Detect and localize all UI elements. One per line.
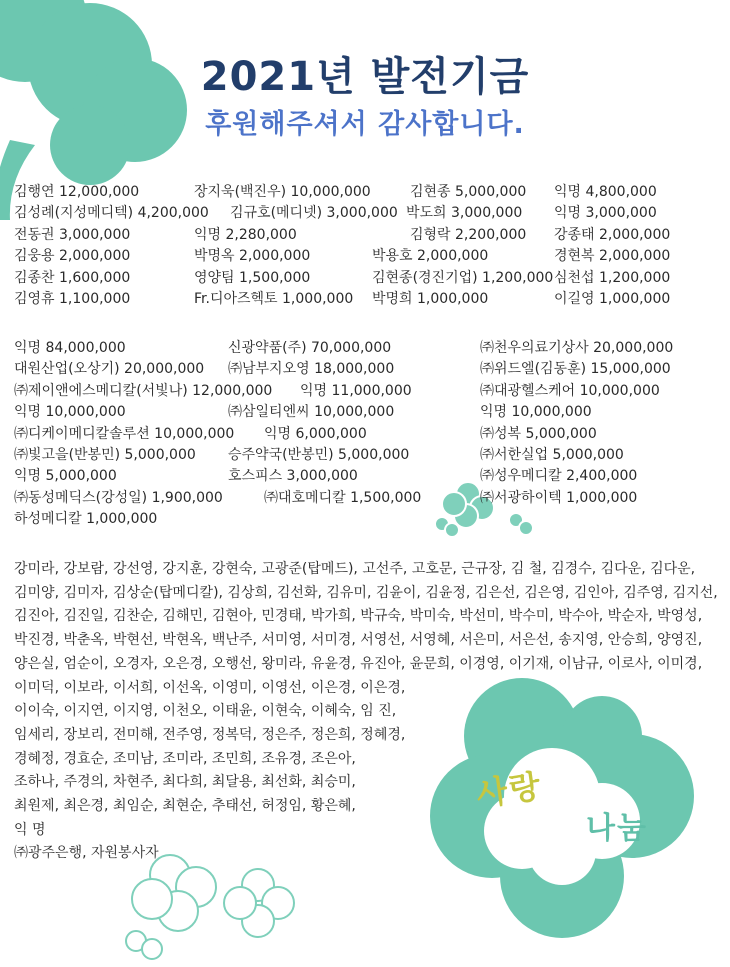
donor-entry: 김행연 12,000,000 bbox=[14, 184, 140, 200]
donor-entry: ㈜대호메디칼 1,500,000 bbox=[264, 489, 422, 506]
donor-entry: 박명옥 2,000,000 bbox=[194, 248, 311, 265]
donor-entry: 익명 6,000,000 bbox=[264, 425, 367, 442]
donor-entry: 익명 10,000,000 bbox=[480, 404, 592, 421]
logo-share-text: 나눔 bbox=[586, 811, 648, 846]
donor-entry: 익명 5,000,000 bbox=[14, 468, 117, 485]
name-line: ㈜광주은행, 자원봉사자 bbox=[14, 845, 159, 862]
name-line: 박진경, 박춘옥, 박현선, 박현옥, 백난주, 서미영, 서미경, 서영선, 서영혜, 서은미, 서은선, 송지영, 안승희, 양영진, bbox=[14, 632, 703, 649]
donor-entry: 호스피스 3,000,000 bbox=[228, 468, 358, 485]
donor-entry: 익명 11,000,000 bbox=[300, 382, 412, 399]
page-title: 2021년 발전기금 bbox=[200, 54, 530, 100]
donor-entry: ㈜대광헬스케어 10,000,000 bbox=[480, 382, 660, 399]
donor-entry: ㈜성우메디칼 2,400,000 bbox=[480, 468, 638, 485]
donor-entry: 장지욱(백진우) 10,000,000 bbox=[194, 184, 371, 200]
logo-love-text: 사랑 bbox=[473, 766, 545, 814]
donor-entry: ㈜디케이메디칼솔루션 10,000,000 bbox=[14, 425, 235, 442]
donor-entry: 심천섭 1,200,000 bbox=[554, 269, 671, 286]
donor-entry: 김현종(경진기업) 1,200,000 bbox=[372, 269, 554, 286]
page-subtitle: 후원해주셔서 감사합니다. bbox=[205, 109, 525, 140]
name-line: 임세리, 장보리, 전미해, 전주영, 정복덕, 정은주, 정은희, 정혜경, bbox=[14, 726, 406, 743]
donor-entry: 김규호(메디넷) 3,000,000 bbox=[230, 205, 398, 222]
name-line: 익 명 bbox=[14, 821, 46, 838]
donor-entry: 신광약품(주) 70,000,000 bbox=[228, 340, 392, 356]
donor-entry: 경현복 2,000,000 bbox=[554, 248, 671, 265]
donor-entry: 익명 3,000,000 bbox=[554, 205, 657, 222]
name-line: 강미라, 강보람, 강선영, 강지훈, 강현숙, 고광준(탑메드), 고선주, 고호문, 근규장, 김 철, 김경수, 김다운, 김다운, bbox=[14, 561, 696, 577]
donor-entry: 김웅용 2,000,000 bbox=[14, 248, 131, 265]
donor-entry: ㈜서광하이텍 1,000,000 bbox=[480, 489, 638, 506]
supporter-name-list bbox=[14, 558, 718, 866]
name-line: 김진아, 김진일, 김찬순, 김해민, 김현아, 민경태, 박가희, 박규숙, 박미숙, 박선미, 박수미, 박수아, 박순자, 박영성, bbox=[14, 608, 703, 625]
name-line: 경혜정, 경효순, 조미남, 조미라, 조민희, 조유경, 조은아, bbox=[14, 750, 356, 767]
donor-entry: ㈜남부지오영 18,000,000 bbox=[228, 361, 395, 378]
donor-entry: 하성메디칼 1,000,000 bbox=[14, 511, 158, 528]
name-line: 김미양, 김미자, 김상순(탑메디칼), 김상희, 김선화, 김유미, 김윤이, 김윤정, 김은선, 김은영, 김인아, 김주영, 김지선, bbox=[14, 584, 718, 601]
name-line: 조하나, 주경의, 차현주, 최다희, 최달용, 최선화, 최승미, bbox=[14, 774, 356, 791]
name-line: 양은실, 엄순이, 오경자, 오은경, 오행선, 왕미라, 유윤경, 유진아, 윤문희, 이경영, 이기재, 이남규, 이로사, 이미경, bbox=[14, 655, 703, 672]
donor-entry: 강종태 2,000,000 bbox=[554, 226, 671, 243]
donor-entry: 익명 4,800,000 bbox=[554, 184, 657, 200]
donor-entry: 대원산업(오상기) 20,000,000 bbox=[14, 361, 205, 378]
donor-entry: ㈜동성메딕스(강성일) 1,900,000 bbox=[14, 489, 223, 506]
donor-entry: 익명 2,280,000 bbox=[194, 226, 297, 243]
donor-entry: ㈜성복 5,000,000 bbox=[480, 425, 597, 442]
donor-entry: ㈜천우의료기상사 20,000,000 bbox=[480, 340, 674, 356]
donor-entry: 김성례(지성메디텍) 4,200,000 bbox=[14, 205, 209, 222]
donor-entry: 박도희 3,000,000 bbox=[406, 205, 523, 222]
donor-entry: ㈜위드엘(김동훈) 15,000,000 bbox=[480, 361, 671, 378]
donor-entry: ㈜삼일티엔씨 10,000,000 bbox=[228, 404, 395, 421]
donor-entry: 익명 10,000,000 bbox=[14, 404, 126, 421]
donor-entry: 김영휴 1,100,000 bbox=[14, 290, 131, 307]
donor-entry: ㈜빛고을(반봉민) 5,000,000 bbox=[14, 446, 196, 463]
name-line: 이미덕, 이보라, 이서희, 이선옥, 이영미, 이영선, 이은경, 이은경, bbox=[14, 679, 406, 696]
donor-entry: 김현종 5,000,000 bbox=[410, 184, 527, 200]
name-line: 최원제, 최은경, 최임순, 최현순, 추태선, 허정임, 황은혜, bbox=[14, 798, 356, 815]
donor-entry: Fr.디아즈헥토 1,000,000 bbox=[194, 290, 354, 307]
donor-entry: 영양팀 1,500,000 bbox=[194, 269, 311, 286]
donor-entry: 김종찬 1,600,000 bbox=[14, 269, 131, 286]
donor-entry: 익명 84,000,000 bbox=[14, 340, 126, 356]
donor-entry: ㈜서한실업 5,000,000 bbox=[480, 446, 624, 463]
donor-entry: 박명희 1,000,000 bbox=[372, 290, 489, 307]
name-line: 이이숙, 이지연, 이지영, 이천오, 이태윤, 이현숙, 이혜숙, 임 진, bbox=[14, 703, 397, 720]
donor-entry: 이길영 1,000,000 bbox=[554, 290, 671, 307]
donor-entry: 전동권 3,000,000 bbox=[14, 226, 131, 243]
donor-entry: ㈜제이앤에스메디칼(서빛나) 12,000,000 bbox=[14, 382, 273, 399]
donor-entry: 김형락 2,200,000 bbox=[410, 226, 527, 243]
donor-entry: 박용호 2,000,000 bbox=[372, 248, 489, 265]
donor-entry: 승주약국(반봉민) 5,000,000 bbox=[228, 446, 410, 463]
